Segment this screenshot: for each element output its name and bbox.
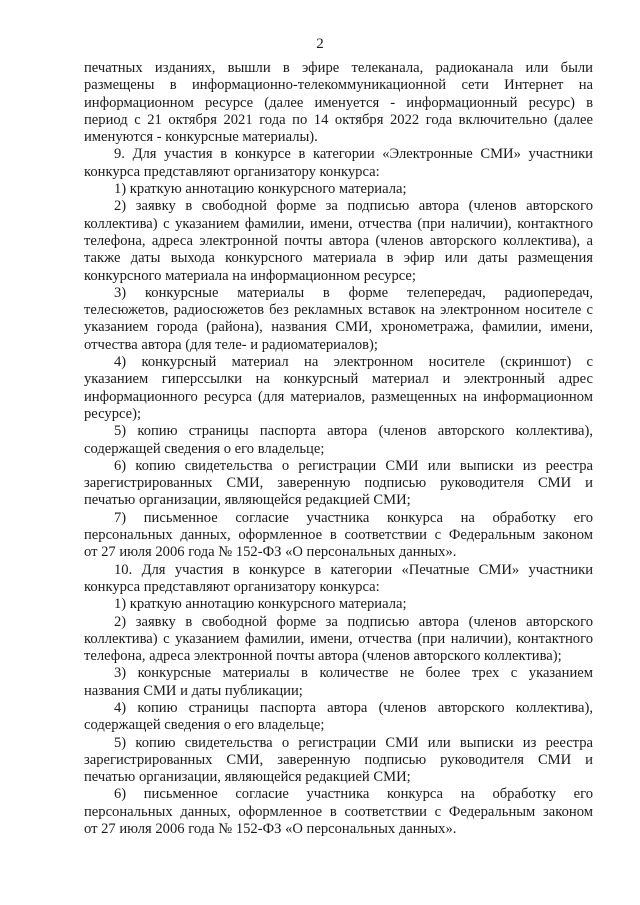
text-line: 4) конкурсный материал на электронном носителе (скриншот) с: [114, 354, 593, 371]
text-line: указанием города (района), названия СМИ, хронометража, фамилии, имени,: [84, 319, 593, 336]
text-line: персональных данных, оформленное в соответствии с Федеральным законом: [84, 803, 593, 820]
text-line: 3) конкурсные материалы в количестве не более трех с указанием: [114, 665, 593, 682]
text-line: конкурса представляют организатору конкурса:: [84, 578, 380, 595]
text-line: 2) заявку в свободной форме за подписью автора (членов авторского: [114, 198, 593, 215]
paragraph: [84, 354, 593, 423]
text-line: информационного ресурса (для материалов, размещенных на информационном: [84, 388, 593, 405]
text-line: содержащей сведения о его владельце;: [84, 717, 325, 734]
text-line: ресурсе);: [84, 405, 142, 422]
document-body: [84, 60, 593, 838]
text-line: названия СМИ и даты публикации;: [84, 682, 303, 699]
text-line: 6) письменное согласие участника конкурса на обработку его: [114, 786, 593, 803]
text-line: 1) краткую аннотацию конкурсного материала;: [114, 181, 407, 198]
text-line: телесюжетов, радиосюжетов без рекламных вставок на электронном носителе с: [84, 302, 593, 319]
page-number: 2: [316, 36, 324, 52]
text-line: 6) копию свидетельства о регистрации СМИ или выписки из реестра: [114, 457, 593, 474]
text-line: персональных данных, оформленное в соответствии с Федеральным законом: [84, 527, 593, 544]
paragraph: [84, 285, 593, 354]
text-line: информационном ресурсе (далее именуется - информационный ресурс) в: [84, 94, 593, 111]
paragraph: [84, 700, 593, 735]
paragraph: [84, 458, 593, 510]
text-line: печатью организации, являющейся редакцией СМИ;: [84, 769, 411, 786]
paragraph: [84, 146, 593, 181]
text-line: содержащей сведения о его владельце;: [84, 440, 325, 457]
text-line: 5) копию страницы паспорта автора (членов авторского коллектива),: [114, 423, 593, 440]
paragraph: [84, 60, 593, 146]
text-line: отчества автора (для теле- и радиоматериалов);: [84, 336, 378, 353]
paragraph: [84, 562, 593, 597]
text-line: конкурсного материала на информационном ресурсе;: [84, 267, 416, 284]
text-line: размещены в информационно-телекоммуникационной сети Интернет на: [84, 77, 593, 94]
text-line: конкурса представляют организатору конкурса:: [84, 163, 380, 180]
paragraph: [84, 786, 593, 838]
paragraph: [84, 735, 593, 787]
paragraph: [84, 423, 593, 458]
paragraph: [84, 198, 593, 284]
text-line: от 27 июля 2006 года № 152-ФЗ «О персональных данных».: [84, 544, 457, 561]
text-line: от 27 июля 2006 года № 152-ФЗ «О персональных данных».: [84, 821, 457, 838]
text-line: печатью организации, являющейся редакцией СМИ;: [84, 492, 411, 509]
text-line: коллектива) с указанием фамилии, имени, отчества (при наличии), контактного: [84, 630, 593, 647]
paragraph: [84, 665, 593, 700]
text-line: 10. Для участия в конкурсе в категории «Печатные СМИ» участники: [114, 561, 593, 578]
text-line: 4) копию страницы паспорта автора (членов авторского коллектива),: [114, 699, 593, 716]
text-line: 9. Для участия в конкурсе в категории «Электронные СМИ» участники: [114, 146, 593, 163]
text-line: коллектива) с указанием фамилии, имени, отчества (при наличии), контактного: [84, 215, 593, 232]
text-line: 2) заявку в свободной форме за подписью автора (членов авторского: [114, 613, 593, 630]
text-line: 1) краткую аннотацию конкурсного материала;: [114, 596, 407, 613]
text-line: зарегистрированных СМИ, заверенную подписью руководителя СМИ и: [84, 475, 593, 492]
text-line: 5) копию свидетельства о регистрации СМИ или выписки из реестра: [114, 734, 593, 751]
text-line: также даты выхода конкурсного материала в эфир или даты размещения: [84, 250, 593, 267]
paragraph: [84, 181, 593, 198]
text-line: именуются - конкурсные материалы).: [84, 129, 318, 146]
text-line: 7) письменное согласие участника конкурса на обработку его: [114, 509, 593, 526]
text-line: зарегистрированных СМИ, заверенную подписью руководителя СМИ и: [84, 751, 593, 768]
paragraph: [84, 510, 593, 562]
text-line: телефона, адреса электронной почты автора (членов авторского коллектива);: [84, 648, 562, 665]
text-line: указанием гиперссылки на конкурсный материал и электронный адрес: [84, 371, 593, 388]
text-line: печатных изданиях, вышли в эфире телеканала, радиоканала или были: [84, 60, 593, 76]
text-line: телефона, адреса электронной почты автора (членов авторского коллектива), а: [84, 232, 593, 249]
text-line: 3) конкурсные материалы в форме телепередач, радиопередач,: [114, 284, 593, 301]
paragraph: [84, 596, 593, 613]
text-line: период с 21 октября 2021 года по 14 октября 2022 года включительно (далее: [84, 111, 593, 128]
paragraph: [84, 614, 593, 666]
